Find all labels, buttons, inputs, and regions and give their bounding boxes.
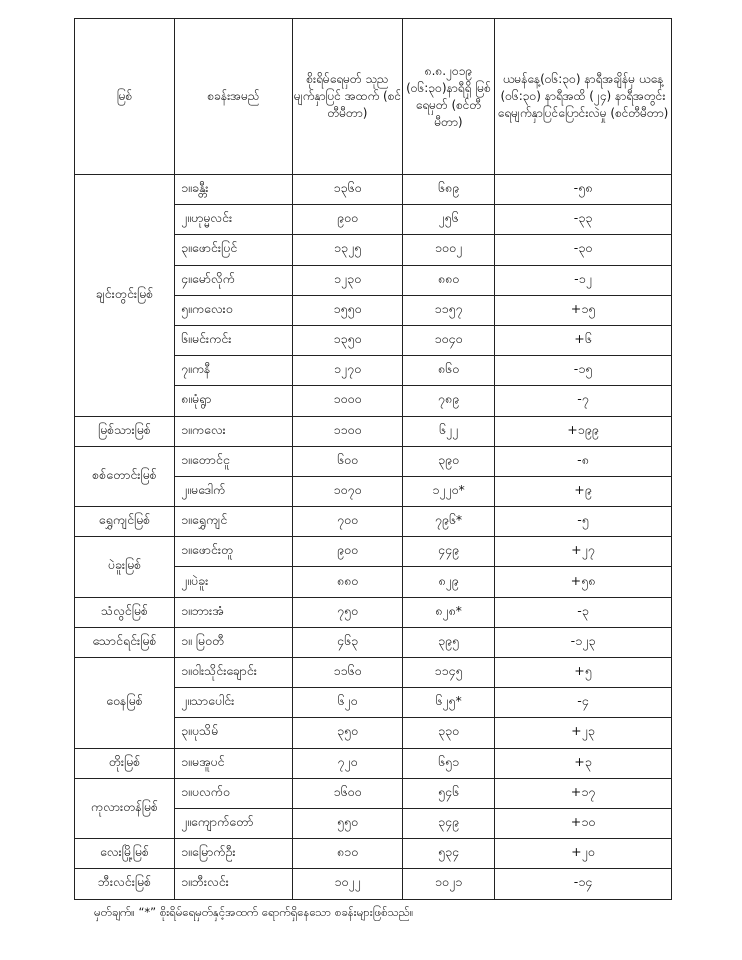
water-level-cell: ၄၄၉ — [403, 537, 495, 567]
station-cell: ၆။မင်းကင်း — [175, 325, 293, 355]
station-cell: ၈။မုံရွာ — [175, 386, 293, 416]
water-level-cell: ၃၄၉ — [403, 808, 495, 838]
change-cell: -၁၅ — [495, 356, 672, 386]
change-cell: -၄ — [495, 688, 672, 718]
station-cell: ၁။ခန္တီး — [175, 175, 293, 205]
water-level-cell: ၁၁၅၇ — [403, 295, 495, 325]
change-cell: +၁၀ — [495, 808, 672, 838]
water-level-cell: ၆၈၉ — [403, 175, 495, 205]
station-cell: ၃။ဖောင်းပြင် — [175, 235, 293, 265]
danger-level-cell: ၁၀၀၀ — [293, 386, 403, 416]
header-station: စခန်းအမည် — [175, 19, 293, 175]
danger-level-cell: ၈၈၀ — [293, 567, 403, 597]
station-cell: ၁။ဝါးသိုင်းချောင်း — [175, 658, 293, 688]
change-cell: -၇ — [495, 386, 672, 416]
change-cell: -၁၂၃ — [495, 627, 672, 657]
header-level-today: ၈.၈.၂၀၁၉ (၀၆:၃၀)နာရီရှိ မြစ်ရေမှတ် (စင်တီမီတာ) — [403, 19, 495, 175]
change-cell: -၈ — [495, 446, 672, 476]
station-cell: ၁။ မြဝတီ — [175, 627, 293, 657]
change-cell: +၁၉၉ — [495, 416, 672, 446]
change-cell: -၃၃ — [495, 205, 672, 235]
table-row — [75, 869, 672, 899]
table-row — [75, 658, 672, 688]
table-row — [75, 778, 672, 808]
station-cell: ၂။ဟုမ္မလင်း — [175, 205, 293, 235]
station-cell: ၁။ကလေး — [175, 416, 293, 446]
water-level-cell: ၅၃၄ — [403, 839, 495, 869]
danger-level-cell: ၅၅၀ — [293, 808, 403, 838]
water-level-table — [74, 18, 672, 900]
danger-level-cell: ၁၂၃၀ — [293, 265, 403, 295]
table-row — [75, 416, 672, 446]
table-body — [75, 175, 672, 900]
station-cell: ၄။မော်လိုက် — [175, 265, 293, 295]
header-danger-level: စိုးရိမ်ရေမှတ် သုညမျက်နှာပြင် အထက် (စင်တီမီတာ) — [293, 19, 403, 175]
danger-level-cell: ၁၀၂၂ — [293, 869, 403, 899]
change-cell: -၁၄ — [495, 869, 672, 899]
change-cell: +၅ — [495, 658, 672, 688]
station-cell: ၁။ဖောင်းတူ — [175, 537, 293, 567]
footnote: မှတ်ချက်။ “*” စိုးရိမ်ရေမှတ်နှင့်အထက် ရောက်ရှိနေသော စခန်းများဖြစ်သည်။ — [94, 905, 414, 919]
danger-level-cell: ၆၀၀ — [293, 446, 403, 476]
station-cell: ၁။ရွှေကျင် — [175, 507, 293, 537]
danger-level-cell: ၉၀၀ — [293, 537, 403, 567]
river-name-cell: ပဲခူးမြစ် — [75, 537, 175, 597]
change-cell: +၂၃ — [495, 718, 672, 748]
table-row — [75, 748, 672, 778]
table-row — [75, 507, 672, 537]
header-river: မြစ် — [75, 19, 175, 175]
river-name-cell: မြစ်သားမြစ် — [75, 416, 175, 446]
danger-level-cell: ၁၂၇၀ — [293, 356, 403, 386]
danger-level-cell: ၁၃၆၀ — [293, 175, 403, 205]
station-cell: ၂။မဒေါက် — [175, 476, 293, 506]
water-level-cell: ၁၀၄၀ — [403, 325, 495, 355]
danger-level-cell: ၇၀၀ — [293, 507, 403, 537]
danger-level-cell: ၄၆၃ — [293, 627, 403, 657]
water-level-cell: ၇၈၉ — [403, 386, 495, 416]
river-name-cell: ကုလားတန်မြစ် — [75, 778, 175, 838]
change-cell: -၅ — [495, 507, 672, 537]
water-level-cell: ၃၃၀ — [403, 718, 495, 748]
water-level-cell: ၁၂၂၀* — [403, 476, 495, 506]
header-change-24h: ယမန်နေ့(၀၆:၃၀) နာရီအချိန်မှ ယနေ့ (၀၆:၃၀) နာရီအထိ (၂၄) နာရီအတွင်း ရေမျက်နှာပြင်ပြောင်းလဲမှု (စင်တီမီတာ) — [495, 19, 672, 175]
danger-level-cell: ၉၀၀ — [293, 205, 403, 235]
river-name-cell: ရွှေကျင်မြစ် — [75, 507, 175, 537]
change-cell: -၅၈ — [495, 175, 672, 205]
station-cell: ၂။ကျောက်တော် — [175, 808, 293, 838]
station-cell: ၁။ဘားအံ — [175, 597, 293, 627]
river-name-cell: ဘီးလင်းမြစ် — [75, 869, 175, 899]
water-level-cell: ၃၉၅ — [403, 627, 495, 657]
danger-level-cell: ၆၂၀ — [293, 688, 403, 718]
table-row — [75, 597, 672, 627]
river-name-cell: တိုးမြစ် — [75, 748, 175, 778]
station-cell: ၅။ကလေးဝ — [175, 295, 293, 325]
danger-level-cell: ၁၁၆၀ — [293, 658, 403, 688]
danger-level-cell: ၇၅၀ — [293, 597, 403, 627]
water-level-cell: ၈၂၉ — [403, 567, 495, 597]
water-level-cell: ၈၂၈* — [403, 597, 495, 627]
danger-level-cell: ၁၃၅၀ — [293, 325, 403, 355]
water-level-cell: ၇၉၆* — [403, 507, 495, 537]
water-level-cell: ၅၄၆ — [403, 778, 495, 808]
change-cell: +၂၇ — [495, 537, 672, 567]
danger-level-cell: ၃၅၀ — [293, 718, 403, 748]
water-level-cell: ၁၀၀၂ — [403, 235, 495, 265]
change-cell: -၁၂ — [495, 265, 672, 295]
water-level-cell: ၂၅၆ — [403, 205, 495, 235]
water-level-cell: ၈၆၀ — [403, 356, 495, 386]
change-cell: +၅၈ — [495, 567, 672, 597]
water-level-cell: ၆၂၅* — [403, 688, 495, 718]
danger-level-cell: ၈၁၀ — [293, 839, 403, 869]
table-row — [75, 537, 672, 567]
change-cell: -၃၀ — [495, 235, 672, 265]
water-level-cell: ၃၉၀ — [403, 446, 495, 476]
water-level-cell: ၈၈၀ — [403, 265, 495, 295]
change-cell: +၉ — [495, 476, 672, 506]
station-cell: ၁။မအူပင် — [175, 748, 293, 778]
table-row — [75, 175, 672, 205]
station-cell: ၁။ဘီးလင်း — [175, 869, 293, 899]
table-row — [75, 446, 672, 476]
station-cell: ၇။ကနီ — [175, 356, 293, 386]
change-cell: +၁၅ — [495, 295, 672, 325]
change-cell: +၃ — [495, 748, 672, 778]
change-cell: +၆ — [495, 325, 672, 355]
table-row — [75, 839, 672, 869]
river-name-cell: လေးမြို့မြစ် — [75, 839, 175, 869]
station-cell: ၁။တောင်ငူ — [175, 446, 293, 476]
danger-level-cell: ၁၃၂၅ — [293, 235, 403, 265]
station-cell: ၁။မြောက်ဦး — [175, 839, 293, 869]
river-name-cell: စစ်တောင်းမြစ် — [75, 446, 175, 506]
river-name-cell: ဝေနမြစ် — [75, 658, 175, 749]
river-name-cell: သောင်ရင်းမြစ် — [75, 627, 175, 657]
change-cell: +၂၀ — [495, 839, 672, 869]
danger-level-cell: ၁၆၀၀ — [293, 778, 403, 808]
river-name-cell: သံလွင်မြစ် — [75, 597, 175, 627]
water-level-cell: ၁၀၂၁ — [403, 869, 495, 899]
station-cell: ၂။သာပေါင်း — [175, 688, 293, 718]
water-level-cell: ၆၅၁ — [403, 748, 495, 778]
station-cell: ၃။ပုသိမ် — [175, 718, 293, 748]
header-row — [75, 19, 672, 175]
river-name-cell: ချင်းတွင်းမြစ် — [75, 175, 175, 417]
change-cell: -၃ — [495, 597, 672, 627]
table-row — [75, 627, 672, 657]
station-cell: ၁။ပလက်ဝ — [175, 778, 293, 808]
danger-level-cell: ၇၂၀ — [293, 748, 403, 778]
water-level-cell: ၁၁၄၅ — [403, 658, 495, 688]
water-level-cell: ၆၂၂ — [403, 416, 495, 446]
station-cell: ၂။ပဲခူး — [175, 567, 293, 597]
danger-level-cell: ၁၁၀၀ — [293, 416, 403, 446]
danger-level-cell: ၁၅၅၀ — [293, 295, 403, 325]
danger-level-cell: ၁၀၇၀ — [293, 476, 403, 506]
change-cell: +၁၇ — [495, 778, 672, 808]
